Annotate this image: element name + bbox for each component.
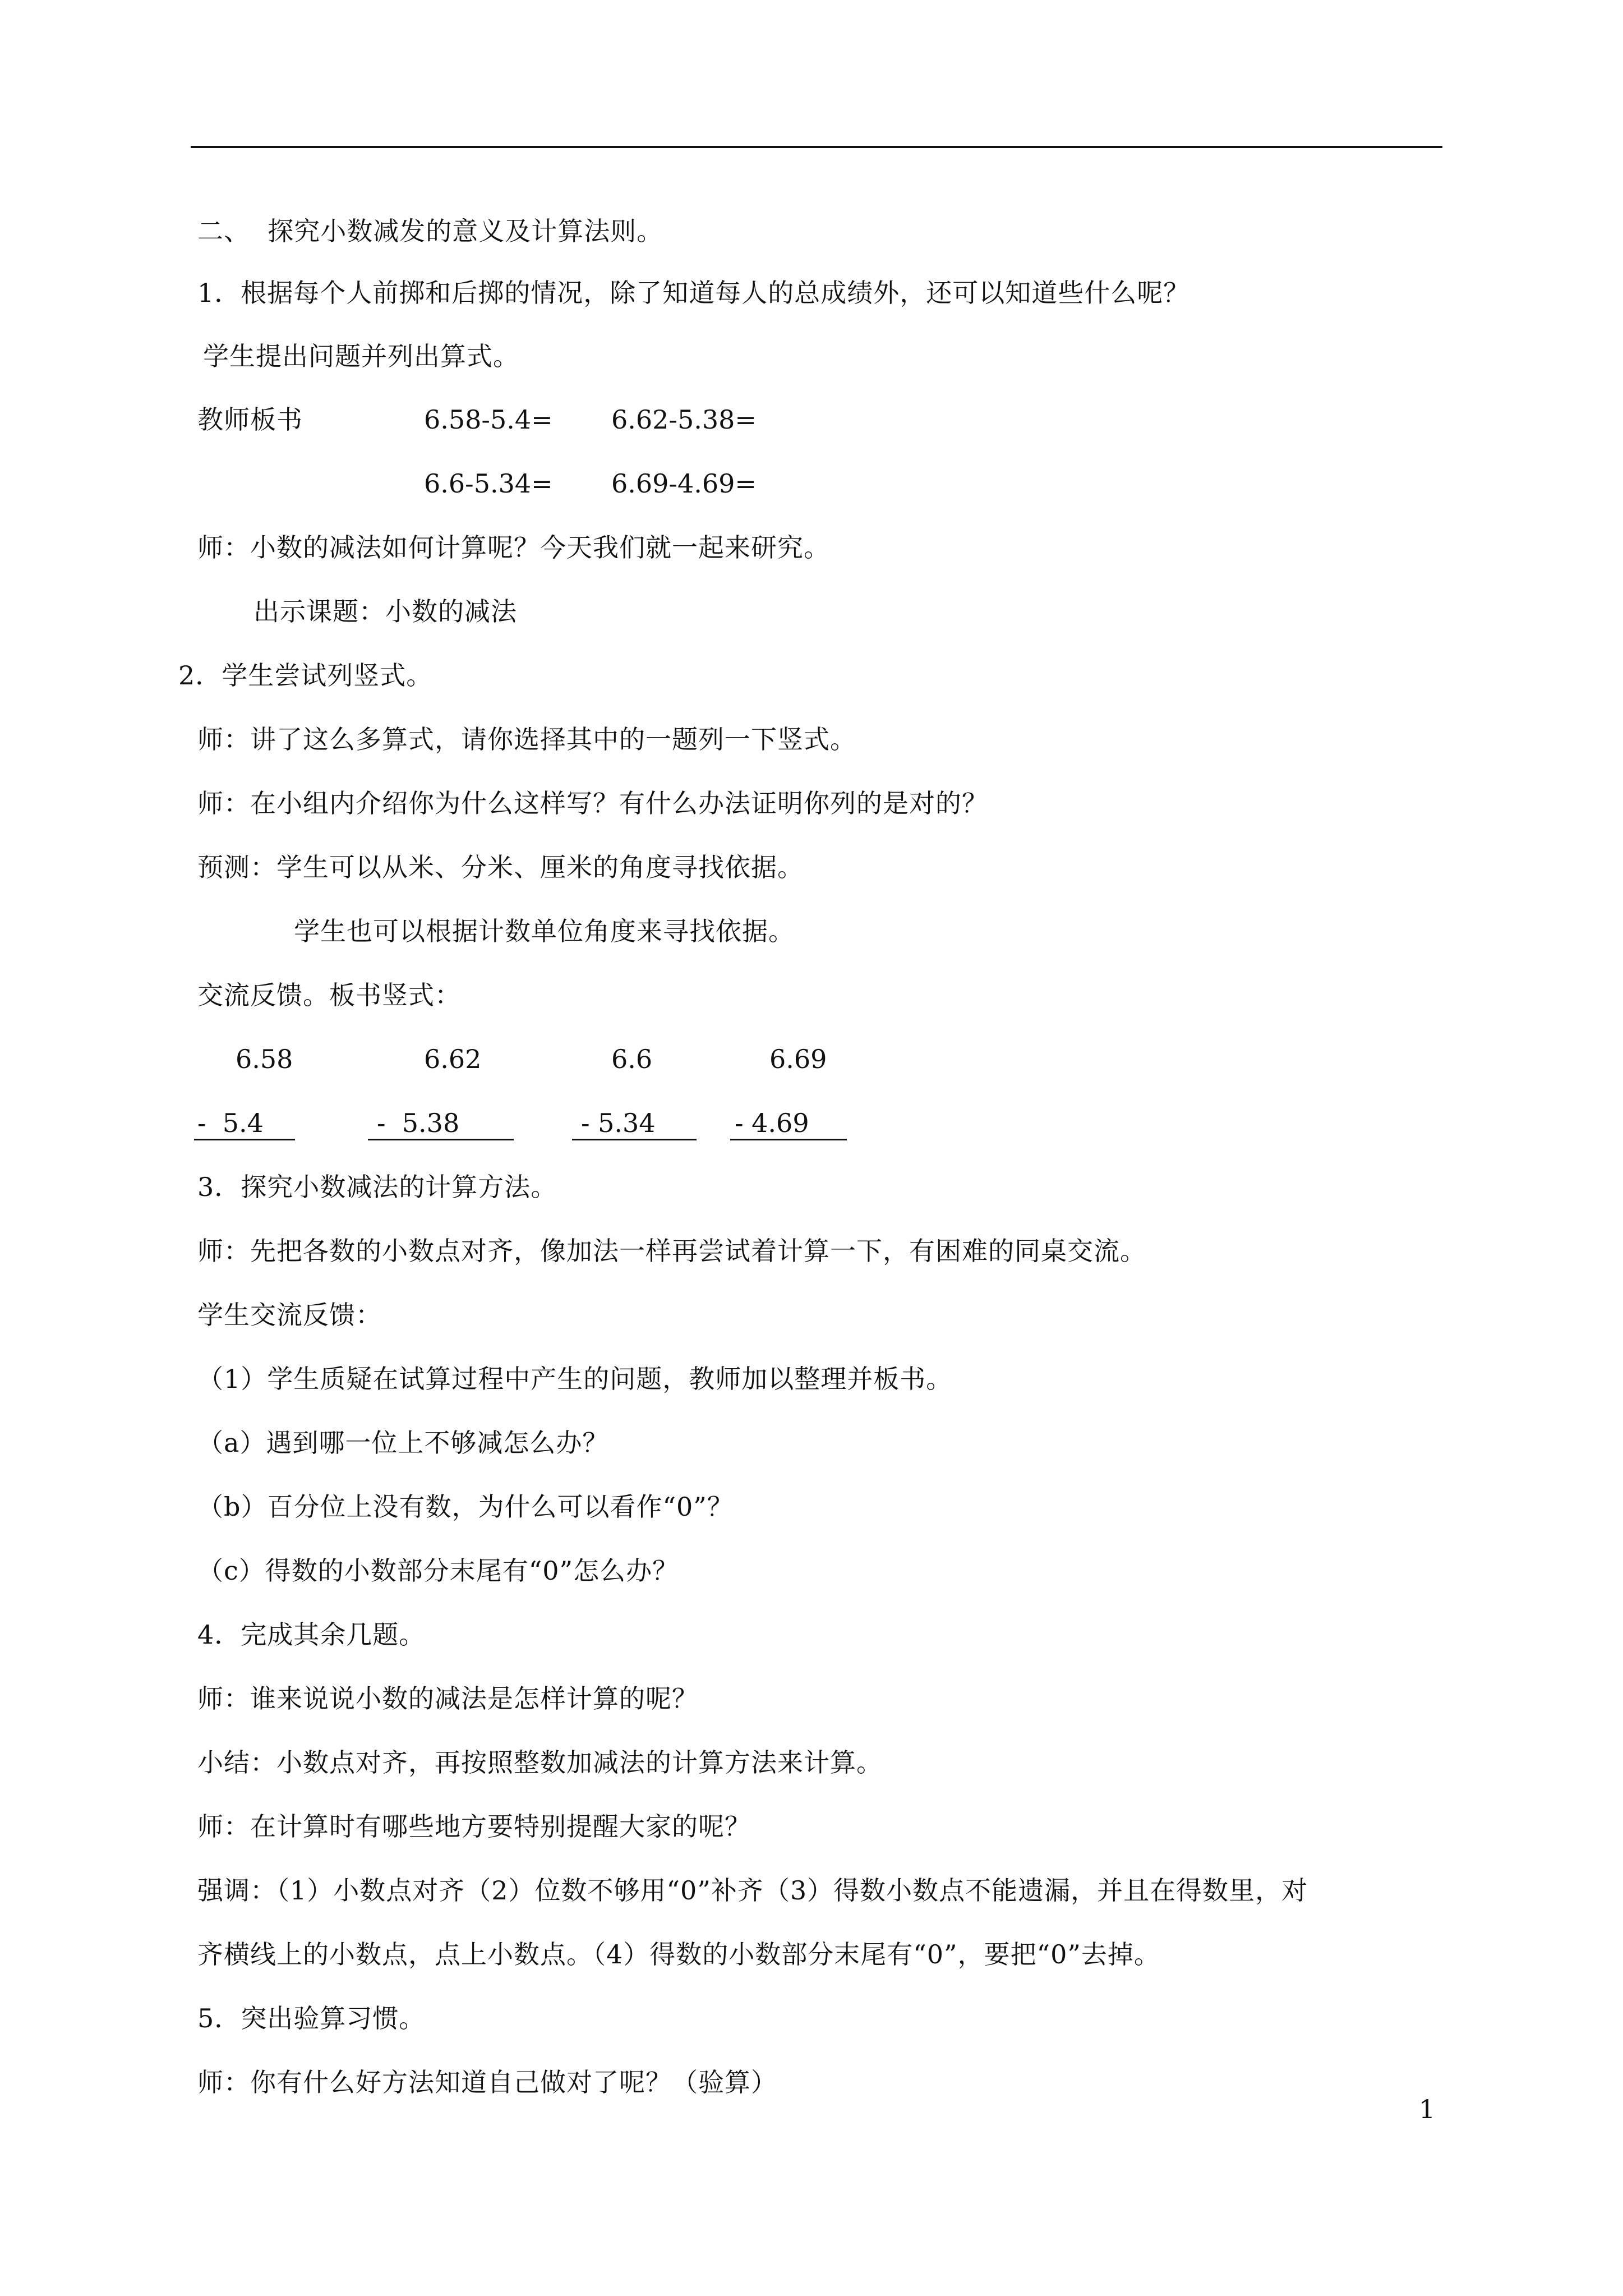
section-heading: 二、 探究小数减发的意义及计算法则。 — [197, 216, 663, 246]
paragraph: 学生也可以根据计数单位角度来寻找依据。 — [294, 916, 795, 946]
underline — [730, 1139, 847, 1140]
paragraph: 师：先把各数的小数点对齐，像加法一样再尝试着计算一下，有困难的同桌交流。 — [197, 1236, 1146, 1266]
header-rule — [191, 146, 1442, 148]
paragraph: 强调：（1）小数点对齐（2）位数不够用“0”补齐（3）得数小数点不能遗漏，并且在得数里，对 — [197, 1875, 1308, 1906]
paragraph: 师：在计算时有哪些地方要特别提醒大家的呢？ — [197, 1811, 751, 1842]
paragraph: 学生交流反馈： — [197, 1300, 382, 1330]
paragraph: 2．学生尝试列竖式。 — [178, 660, 433, 691]
paragraph: 3．探究小数减法的计算方法。 — [197, 1172, 557, 1202]
paragraph: （a）遇到哪一位上不够减怎么办？ — [197, 1428, 609, 1458]
underline — [368, 1139, 514, 1140]
vertical-minuend: 6.6 — [611, 1044, 653, 1074]
vertical-subtrahend: - 4.69 — [735, 1108, 809, 1138]
board-label: 教师板书 — [197, 404, 303, 435]
vertical-subtrahend: - 5.38 — [377, 1108, 460, 1138]
paragraph: 4．完成其余几题。 — [197, 1619, 426, 1650]
vertical-minuend: 6.62 — [424, 1044, 482, 1074]
paragraph: 5．突出验算习惯。 — [197, 2003, 426, 2033]
equation: 6.58-5.4= — [424, 404, 553, 435]
equation: 6.69-4.69= — [611, 468, 757, 499]
paragraph: 小结：小数点对齐，再按照整数加减法的计算方法来计算。 — [197, 1747, 883, 1778]
vertical-minuend: 6.69 — [769, 1044, 827, 1074]
paragraph: 齐横线上的小数点，点上小数点。（4）得数的小数部分末尾有“0”，要把“0”去掉。 — [197, 1939, 1160, 1970]
vertical-subtrahend: - 5.34 — [581, 1108, 656, 1138]
paragraph: 出示课题：小数的减法 — [253, 596, 517, 627]
paragraph: 师：在小组内介绍你为什么这样写？有什么办法证明你列的是对的？ — [197, 788, 988, 818]
paragraph: （b）百分位上没有数，为什么可以看作“0”？ — [197, 1492, 734, 1522]
paragraph: 预测：学生可以从米、分米、厘米的角度寻找依据。 — [197, 852, 804, 882]
paragraph: 1．根据每个人前掷和后掷的情况，除了知道每人的总成绩外，还可以知道些什么呢？ — [197, 278, 1190, 308]
paragraph: （c）得数的小数部分末尾有“0”怎么办？ — [197, 1556, 679, 1586]
equation: 6.6-5.34= — [424, 468, 553, 499]
paragraph: 学生提出问题并列出算式。 — [203, 341, 519, 371]
paragraph: 师：你有什么好方法知道自己做对了呢？（验算） — [197, 2067, 777, 2097]
underline — [194, 1139, 295, 1140]
vertical-subtrahend: - 5.4 — [197, 1108, 264, 1138]
page-number: 1 — [1419, 2094, 1436, 2124]
paragraph: 交流反馈。板书竖式： — [197, 980, 461, 1010]
paragraph: 师：谁来说说小数的减法是怎样计算的呢？ — [197, 1683, 698, 1714]
equation: 6.62-5.38= — [611, 404, 757, 435]
underline — [572, 1139, 697, 1140]
paragraph: 师：讲了这么多算式，请你选择其中的一题列一下竖式。 — [197, 724, 856, 754]
paragraph: 师：小数的减法如何计算呢？今天我们就一起来研究。 — [197, 532, 830, 563]
paragraph: （1）学生质疑在试算过程中产生的问题，教师加以整理并板书。 — [197, 1364, 953, 1394]
vertical-minuend: 6.58 — [236, 1044, 293, 1074]
